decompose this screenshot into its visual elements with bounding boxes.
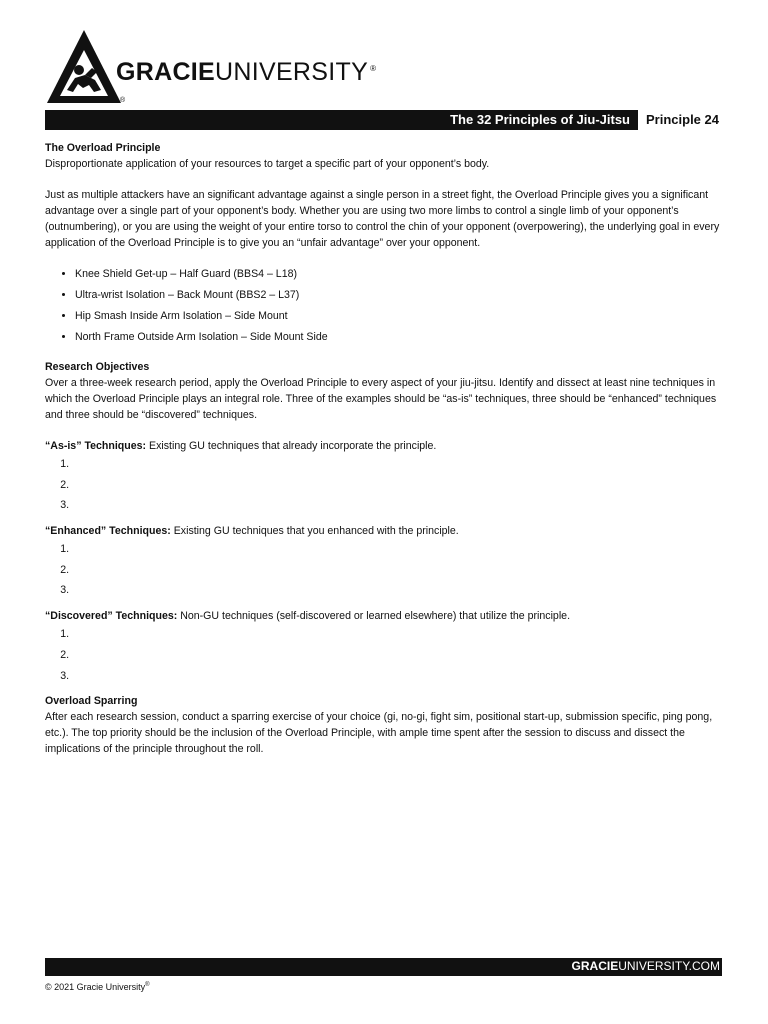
principle-number: Principle 24 <box>646 112 719 127</box>
triangle-fighter-logo-icon <box>45 28 126 106</box>
footer-url-bold: GRACIE <box>571 959 619 973</box>
enhanced-heading <box>45 523 725 539</box>
sparring-title: Overload Sparring <box>45 695 138 708</box>
as-is-label: “As-is” Techniques: <box>45 440 147 452</box>
list-item: • Knee Shield Get-up – Half Guard (BBS4 – L18) <box>75 266 725 282</box>
logo-reg-mark: ® <box>120 97 126 104</box>
brand-wordmark <box>116 60 376 85</box>
brand-light: UNIVERSITY <box>215 58 369 86</box>
list-item <box>72 497 725 513</box>
discovered-heading <box>45 608 725 624</box>
copyright <box>45 982 150 992</box>
list-item <box>72 456 725 472</box>
principle-definition: Disproportionate application of your resources to target a specific part of your opponent’s body. <box>45 158 490 170</box>
list-item <box>72 626 725 642</box>
list-item <box>72 582 725 598</box>
gracie-university-logo <box>45 28 385 106</box>
as-is-text: Existing GU techniques that already incorporate the principle. <box>146 440 437 452</box>
brand-bold: GRACIE <box>116 58 216 86</box>
research-text: Over a three-week research period, apply the Overload Principle to every aspect of your jiu-jitsu. Identify and dissect at least nine techniques in which the Overload Principle plays an integral role. Three of the examples should be “as-is” techniques, three should be “enhanced” techniques and three should be “discovered” techniques. <box>45 377 717 421</box>
list-item <box>72 562 725 578</box>
list-item: • Ultra-wrist Isolation – Back Mount (BBS2 – L37) <box>75 287 725 303</box>
enhanced-text: Existing GU techniques that you enhanced with the principle. <box>170 525 459 538</box>
discovered-text: Non-GU techniques (self-discovered or learned elsewhere) that utilize the principle. <box>177 610 571 623</box>
enhanced-label: “Enhanced” Techniques: <box>45 525 171 538</box>
list-item <box>72 668 725 684</box>
research-title: Research Objectives <box>45 361 150 373</box>
footer-url <box>572 959 720 973</box>
principle-title: The Overload Principle <box>45 142 161 154</box>
title-bar <box>45 110 722 130</box>
discovered-label: “Discovered” Techniques: <box>45 610 178 623</box>
footer-bar <box>45 958 722 976</box>
brand-reg-mark: ® <box>370 63 377 73</box>
principle-description: Just as multiple attackers have an significant advantage against a single person in a street fight, the Overload Principle gives you a significant advantage over a single part of your opponent’s body. Whether you are using two more limbs to control a single limb of your opponent’s (outnumbering), or you are using the weight of your entire torso to control the chin of your opponent (overpowering), the underlying goal in every application of the Overload Principle is to give you an “unfair advantage” over your opponent. <box>45 189 720 249</box>
list-item: • North Frame Outside Arm Isolation – Side Mount Side <box>75 329 725 345</box>
document-body <box>45 140 725 757</box>
copyright-text: © 2021 Gracie University <box>45 982 146 992</box>
copyright-reg-mark: ® <box>145 982 150 988</box>
as-is-heading <box>45 438 725 454</box>
as-is-list <box>45 456 725 513</box>
enhanced-list <box>45 541 725 598</box>
discovered-list <box>45 626 725 683</box>
sparring-text: After each research session, conduct a sparring exercise of your choice (gi, no-gi, fight sim, positional start-up, submission specific, ping pong, etc.). The top priority should be the inclusion of the Overload Principle, with ample time spent after the session to discuss and dissect the implications of the principle throughout the roll. <box>45 711 713 756</box>
footer-url-light: UNIVERSITY.COM <box>618 959 720 973</box>
series-title: The 32 Principles of Jiu-Jitsu <box>450 112 630 127</box>
list-item <box>72 541 725 557</box>
list-item <box>72 647 725 663</box>
list-item: • Hip Smash Inside Arm Isolation – Side Mount <box>75 308 725 324</box>
example-list <box>45 266 725 345</box>
series-title-band <box>45 110 638 130</box>
list-item <box>72 477 725 493</box>
